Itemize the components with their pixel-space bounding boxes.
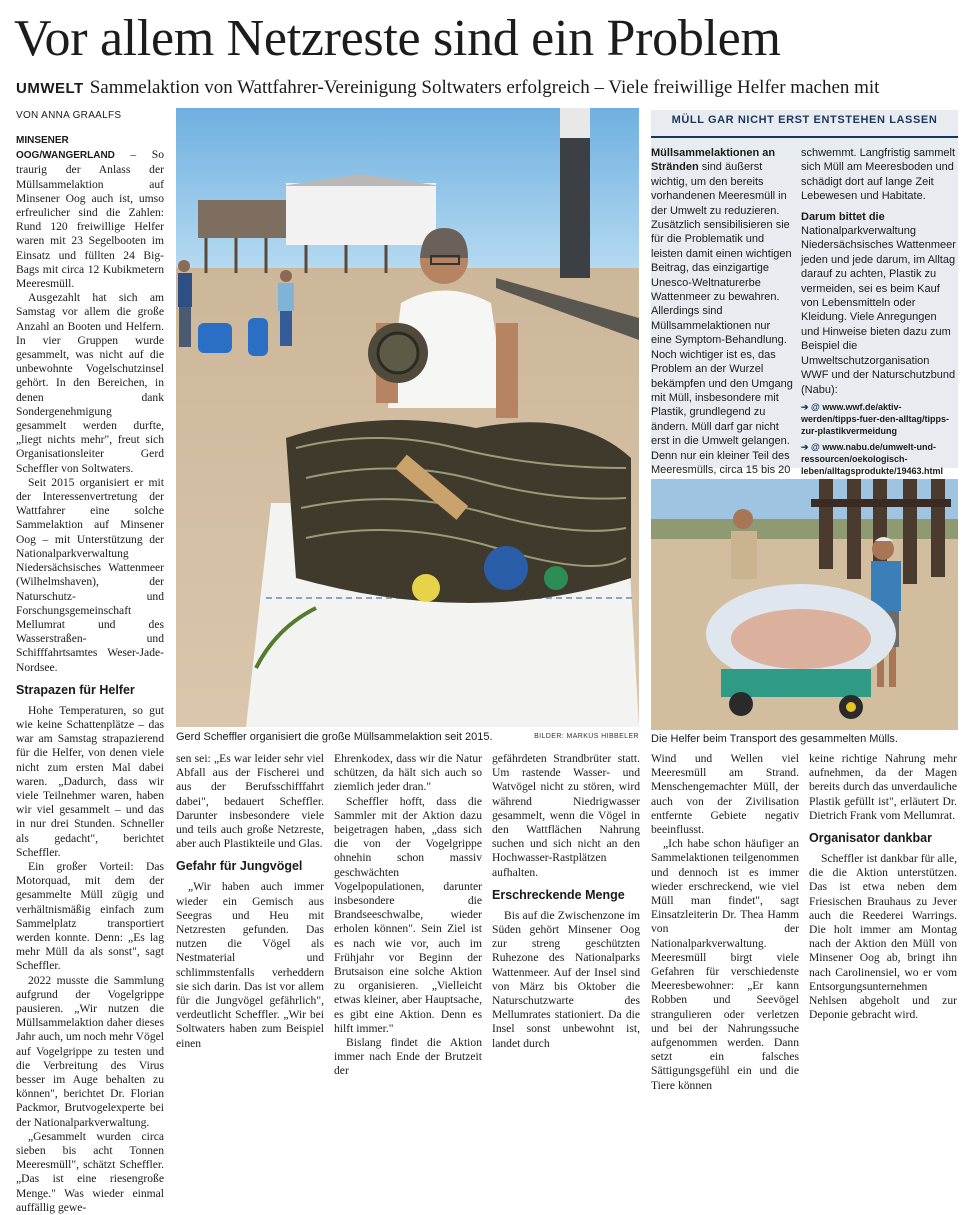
paragraph: Bis auf die Zwischenzone im Süden gehört Minsener Oog zur streng geschützten Ruhezone des Nationalparks Wattenmeer. Auf der Insel sind von März bis Oktober die Naturschutzwarte des Mellumrates stationiert. Da die Insel sonst unbewohnt ist, landet durch: [492, 908, 640, 1050]
dateline: MINSENER OOG/WANGERLAND: [16, 135, 115, 162]
infobox-right-text: schwemmt. Langfristig sammelt sich Müll am Meeresboden und schädigt dort auf lange Zeit Lebewesen und Habitate. Darum bittet die Nationalparkverwaltung Niedersächsisches Wattenmeer jeden und jede darum, im Alltag darauf zu achten, Plastik zu vermeiden, sei es beim Kauf von Lebensmitteln oder Kleidung. Viele Anregungen und Hinweise bieten dazu zum Beispiel die Umweltschutzorganisation WWF und der Naturschutzbund (Nabu): ➔ @ www.wwf.de/aktiv-werden/tipps-fuer-den-alltag/tipps-zur-plastikvermeidung ➔ @ www.nabu.de/umwelt-und-ressourcen/oekologisch-leben/alltagsprodukte/19463.html: [801, 147, 956, 476]
headline: Vor allem Netzreste sind ein Problem: [14, 10, 781, 67]
paragraph: „Wir haben auch immer wieder ein Gemisch aus Seegras und Heu mit Netzresten gefunden. Das nutzen die Vögel als Nestmaterial und schlimmstenfalls verheddern sie sich darin. Das ist vor allem für die Jungvögel gefährlich", verdeutlicht Scheffler. „Wir bei Soltwaters haben zum Beispiel einen: [176, 880, 324, 1050]
subheadline: Sammelaktion von Wattfahrer-Vereinigung Soltwaters erfolgreich – Viele freiwillige Helfer machen mit: [89, 77, 880, 98]
subheading: Strapazen für Helfer: [16, 682, 135, 697]
paragraph: Ausgezahlt hat sich am Samstag vor allem die große Anzahl an Booten und Helfern. In vier Gruppen wurde gesammelt, was nicht auf die unbewohnte Vogelschutzinsel gehört. In den Bereichen, in denen dank Sondergenehmigung gesammelt werden durfte, „liegt nichts mehr", freut sich Organisationsleiter Gerd Scheffler von Soltwaters.: [16, 291, 164, 475]
article-column-d: [651, 752, 799, 1093]
article-column-b: [334, 752, 482, 1079]
second-photo-image: [651, 479, 958, 730]
paragraph: Scheffler ist dankbar für alle, die die Aktion unterstützen. Das ist etwa neben dem Friesischen Brauhaus zu Jever auch die Reederei Warrings. Die holt immer am Montag nach der Aktion den Müll von Minsener Oog ab, bringt ihn nach Carolinensiel, wo er vom Entsorgungsunternehmen Nehlsen abgeholt und zur Deponie gebracht wird.: [809, 852, 957, 1022]
second-photo: [651, 479, 958, 730]
paragraph: gefährdeten Strandbrüter statt. Um rastende Wasser- und Watvögel nicht zu stören, wird während Niedrigwasser gesammelt, wenn die Vögel in den Wattflächen Nahrung suchen und sich nicht an den Hochwasser-Rastplätzen aufhalten.: [492, 752, 640, 879]
paragraph: keine richtige Nahrung mehr aufnehmen, da der Magen bereits durch das unverdauliche Plastik gefüllt ist", erläutert Dr. Dietrich Frank vom Mellumrat.: [809, 752, 957, 822]
infobox-right-lead: Darum bittet die: [801, 210, 885, 223]
article-column-e: [809, 752, 957, 1022]
main-photo-caption: Gerd Scheffler organisiert die große Müllsammelaktion seit 2015.: [176, 731, 493, 743]
photo-credit: BILDER: MARKUS HIBBELER: [534, 733, 639, 740]
paragraph: MINSENER OOG/WANGERLAND – So traurig der Anlass der Müllsammelaktion auf Minsener Oog auch ist, umso erfreulicher sind die Zahlen: Rund 120 freiwillige Helfer waren mit 23 Segelbooten im Einsatz und füllten 24 Big-Bags mit circa 12 Kubikmetern Meeresmüll.: [16, 135, 164, 291]
subheading: Gefahr für Jungvögel: [176, 859, 303, 874]
article-column-c: [492, 752, 640, 1051]
main-photo-caption-row: [176, 731, 639, 743]
article-column-1: [16, 133, 164, 1215]
link-nabu[interactable]: ➔ @ www.nabu.de/umwelt-und-ressourcen/oekologisch-leben/alltagsprodukte/19463.html: [801, 441, 944, 476]
arrow-icon: ➔ @: [801, 441, 820, 452]
subheading: Erschreckende Menge: [492, 887, 625, 902]
paragraph: „Ich habe schon häufiger an Sammelaktionen teilgenommen und dennoch ist es immer wieder erschreckend, wie viel Müll man findet", sagt Einsatzleiterin Dr. Thea Hamm von der Nationalparkverwaltung. Meeresmüll birgt viele Gefahren für verschiedenste Meeresbewohner: „Er kann Robben und Seevögel strangulieren oder verletzen und bei der Nahrungssuche aufgenommen werden. Dann setzt ein falsches Sättigungsgefühl ein und die Tiere können: [651, 837, 799, 1092]
paragraph: Ein großer Vorteil: Das Motorquad, mit dem der gesammelte Müll zügig und verhältnismäßig einfach zum Sammelplatz transportiert werden konnte. Denn: „Es lag mehr Müll da als sonst", sagt Scheffler.: [16, 859, 164, 973]
paragraph: sen sei: „Es war leider sehr viel Abfall aus der Fischerei und aus der Berufsschifffahrt dabei", bedauert Scheffler. Darunter insbesondere viele und teils auch große Netzreste, aber auch Plastikteile und Glas.: [176, 752, 324, 851]
paragraph: Scheffler hofft, dass die Sammler mit der Aktion dazu beigetragen haben, „dass sich die von der Vogelgrippe ohnehin schon massiv geschwächten Vogelpopulationen, darunter insbesondere die Brandseeschwalbe, wieder erholen können". Sein Ziel ist es nach wie vor, auch im Frühjahr vor Beginn der Brutsaison eine solche Aktion zu organisieren. „Vielleicht etwas kleiner, aber Hauptsache, es gibt eine Aktion. Denn es hilft immer.": [334, 794, 482, 1035]
paragraph: Wind und Wellen viel Meeresmüll am Strand. Menschengemachter Müll, der auch von der Zivilisation entfernte Gebiete negativ beeinflusst.: [651, 752, 799, 837]
infobox-lead: Müllsammelaktionen an Stränden: [651, 147, 776, 174]
link-wwf[interactable]: ➔ @ www.wwf.de/aktiv-werden/tipps-fuer-den-alltag/tipps-zur-plastikvermeidung: [801, 401, 950, 436]
infobox: [651, 110, 958, 476]
paragraph: 2022 musste die Sammlung aufgrund der Vogelgrippe pausieren. „Wir nutzen die Müllsammelaktion daher dieses Jahr auch, um noch mehr Vögel auf Vogelgrippe zu testen und die Verbreitung des Virus besser im Auge behalten zu können", berichtet Dr. Florian Packmor, Brutvogelexperte bei der Nationalparkverwaltung.: [16, 973, 164, 1129]
subheadline-row: [16, 76, 966, 101]
paragraph: „Gesammelt wurden circa sieben bis acht Tonnen Meeresmüll", schätzt Scheffler. „Das ist eine riesengroße Menge." Was wieder einmal auffällig gewe-: [16, 1129, 164, 1214]
paragraph: Bislang findet die Aktion immer nach Ende der Brutzeit der: [334, 1036, 482, 1078]
paragraph: Ehrenkodex, dass wir die Natur schützen, da hält sich auch so ziemlich jeder dran.": [334, 752, 482, 794]
paragraph: Seit 2015 organisiert er mit der Interessenvertretung der Wattfahrer eine solche Sammelaktion auf Minsener Oog – mit Unterstützung der Nationalparkverwaltung Niedersächsisches Wattenmeer (Wilhelmshaven), der Naturschutz- und Forschungsgemeinschaft Mellumrat und des Wasserstraßen- und Schifffahrtsamtes Weser-Jade-Nordsee.: [16, 475, 164, 674]
infobox-left-text: Müllsammelaktionen an Stränden sind äußerst wichtig, um den bereits vorhandenen Meeresmüll in der Umwelt zu reduzieren. Zusätzlich sensibilisieren sie für die Problematik und leisten damit einen wichtigen Beitrag, das einzigartige Unesco-Weltnaturerbe Wattenmeer zu bewahren. Allerdings sind Müllsammelaktionen nur eine Symptom-Behandlung. Noch wichtiger ist es, das Problem an der Wurzel bekämpfen und den Umgang mit Müll, insbesondere mit Plastik, grundlegend zu ändern. Müll darf gar nicht erst in die Umwelt gelangen. Denn nur ein kleiner Teil des Meeresmülls, circa 15 bis 20: [651, 147, 793, 476]
kicker: UMWELT: [16, 80, 84, 97]
arrow-icon: ➔ @: [801, 401, 820, 412]
paragraph: Hohe Temperaturen, so gut wie keine Schattenplätze – das war am Samstag strapazierend für die Helfer, von denen viele nicht zum ersten Mal dabei waren. „Dadurch, dass wir viele Teilnehmer waren, haben wir viel gesammelt – und das in nur drei Stunden. Schneller als gedacht", berichtet Scheffler.: [16, 703, 164, 859]
article-column-a: [176, 752, 324, 1051]
byline: VON ANNA GRAALFS: [16, 110, 122, 121]
main-photo: [176, 108, 639, 727]
main-photo-image: [176, 108, 639, 727]
infobox-title: MÜLL GAR NICHT ERST ENTSTEHEN LASSEN: [671, 114, 938, 126]
second-photo-caption: Die Helfer beim Transport des gesammelten Mülls.: [651, 733, 898, 745]
subheading: Organisator dankbar: [809, 831, 932, 846]
infobox-rule: [651, 136, 958, 138]
